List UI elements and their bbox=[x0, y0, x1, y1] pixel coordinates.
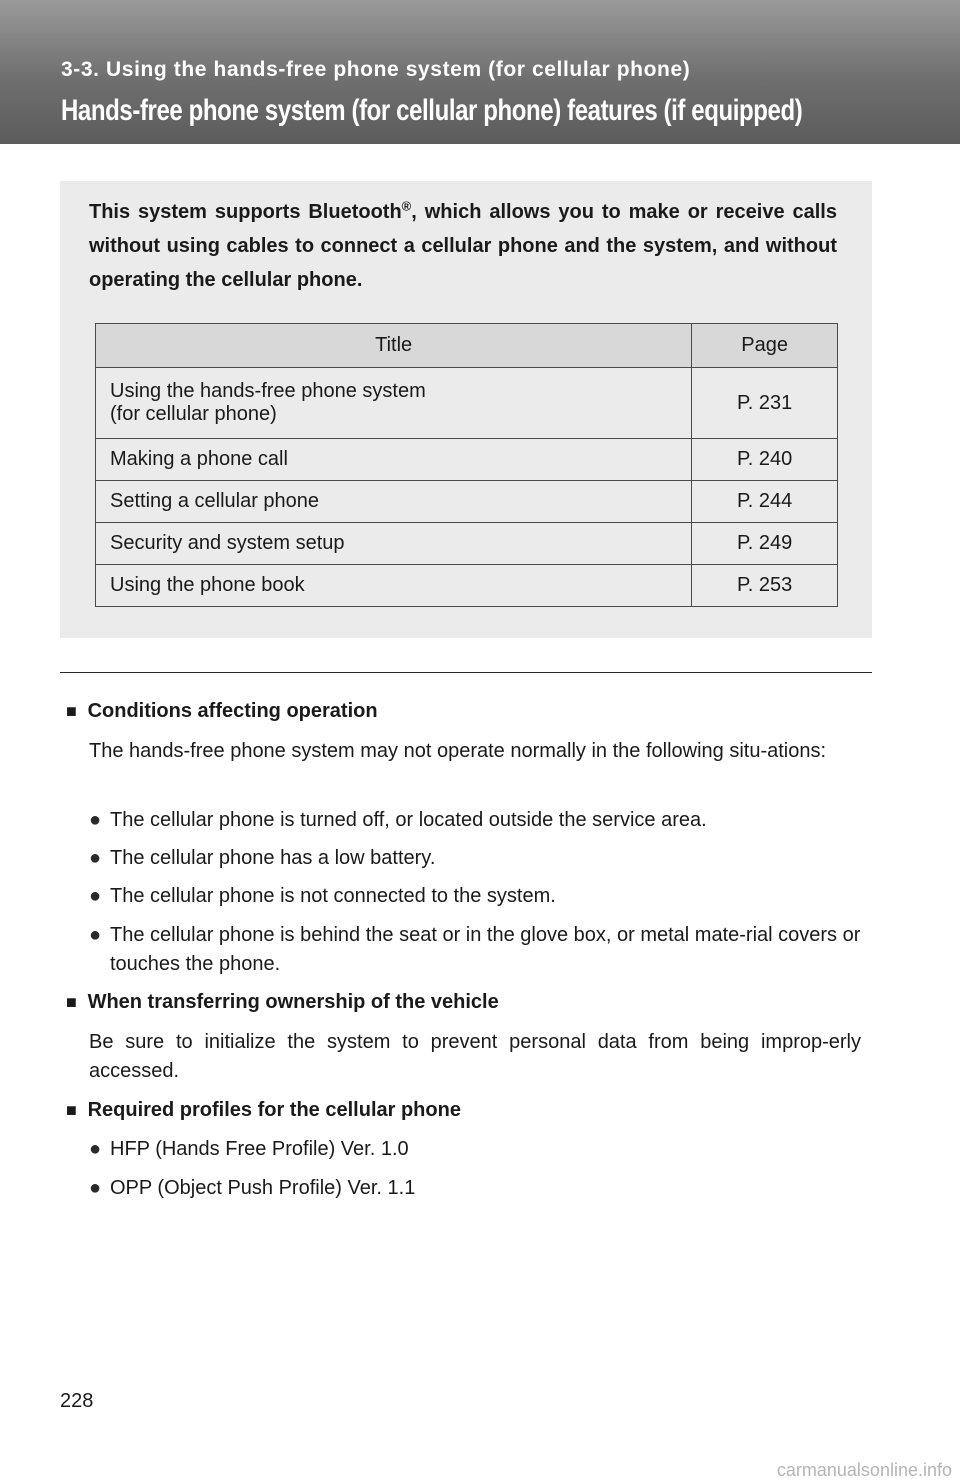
table-header-row bbox=[96, 324, 838, 368]
row-page: P. 240 bbox=[692, 439, 838, 481]
bullet-icon: ● bbox=[89, 885, 102, 907]
row-title: Making a phone call bbox=[96, 439, 692, 481]
summary-box bbox=[60, 181, 872, 638]
bullet-icon: ● bbox=[89, 809, 102, 831]
square-bullet-icon: ■ bbox=[66, 701, 77, 721]
row-title: Using the hands-free phone system (for cellular phone) bbox=[96, 368, 692, 439]
section-title: 3-3. Using the hands-free phone system (for cellular phone) bbox=[61, 58, 691, 81]
row-page: P. 253 bbox=[692, 565, 838, 607]
table-row bbox=[96, 368, 838, 439]
page-heading: Hands-free phone system (for cellular phone) features (if equipped) bbox=[61, 94, 803, 127]
bullet-icon: ● bbox=[89, 1177, 102, 1199]
row-page: P. 231 bbox=[692, 368, 838, 439]
bullet-icon: ● bbox=[89, 1138, 102, 1160]
subheading-profiles: ■ Required profiles for the cellular phone bbox=[66, 1099, 461, 1121]
list-item: ● HFP (Hands Free Profile) Ver. 1.0 bbox=[89, 1135, 861, 1164]
header-band bbox=[0, 0, 960, 144]
ownership-text: Be sure to initialize the system to prevent personal data from being improp-erly accessed. bbox=[89, 1031, 861, 1082]
list-item: ● OPP (Object Push Profile) Ver. 1.1 bbox=[89, 1174, 861, 1203]
column-header-title: Title bbox=[96, 324, 692, 368]
subheading-ownership: ■ When transferring ownership of the vehicle bbox=[66, 991, 499, 1013]
registered-mark: ® bbox=[401, 198, 412, 214]
row-title: Using the phone book bbox=[96, 565, 692, 607]
row-title: Setting a cellular phone bbox=[96, 481, 692, 523]
contents-table bbox=[95, 323, 838, 607]
square-bullet-icon: ■ bbox=[66, 1100, 77, 1120]
conditions-intro: The hands-free phone system may not operate normally in the following situ-ations: bbox=[89, 740, 827, 762]
row-page: P. 249 bbox=[692, 523, 838, 565]
list-item: ● The cellular phone is behind the seat or in the glove box, or metal mate-rial covers or touches the phone. bbox=[89, 921, 861, 979]
intro-text: This system supports Bluetooth®, which allows you to make or receive calls without using cables to connect a cellular phone and the system, and without operating the cellular phone. bbox=[89, 198, 837, 291]
table-row bbox=[96, 565, 838, 607]
section-divider bbox=[60, 672, 872, 673]
bullet-icon: ● bbox=[89, 847, 102, 869]
list-item: ● The cellular phone is not connected to the system. bbox=[89, 882, 861, 911]
row-page: P. 244 bbox=[692, 481, 838, 523]
row-title: Security and system setup bbox=[96, 523, 692, 565]
table-row bbox=[96, 481, 838, 523]
list-item: ● The cellular phone is turned off, or located outside the service area. bbox=[89, 806, 861, 835]
column-header-page: Page bbox=[692, 324, 838, 368]
page-number: 228 bbox=[60, 1390, 94, 1412]
table-row bbox=[96, 439, 838, 481]
square-bullet-icon: ■ bbox=[66, 992, 77, 1012]
bullet-icon: ● bbox=[89, 924, 102, 946]
list-item: ● The cellular phone has a low battery. bbox=[89, 844, 861, 873]
table-row bbox=[96, 523, 838, 565]
watermark-link[interactable]: carmanualsonline.info bbox=[776, 1460, 952, 1480]
subheading-conditions: ■ Conditions affecting operation bbox=[66, 700, 378, 722]
